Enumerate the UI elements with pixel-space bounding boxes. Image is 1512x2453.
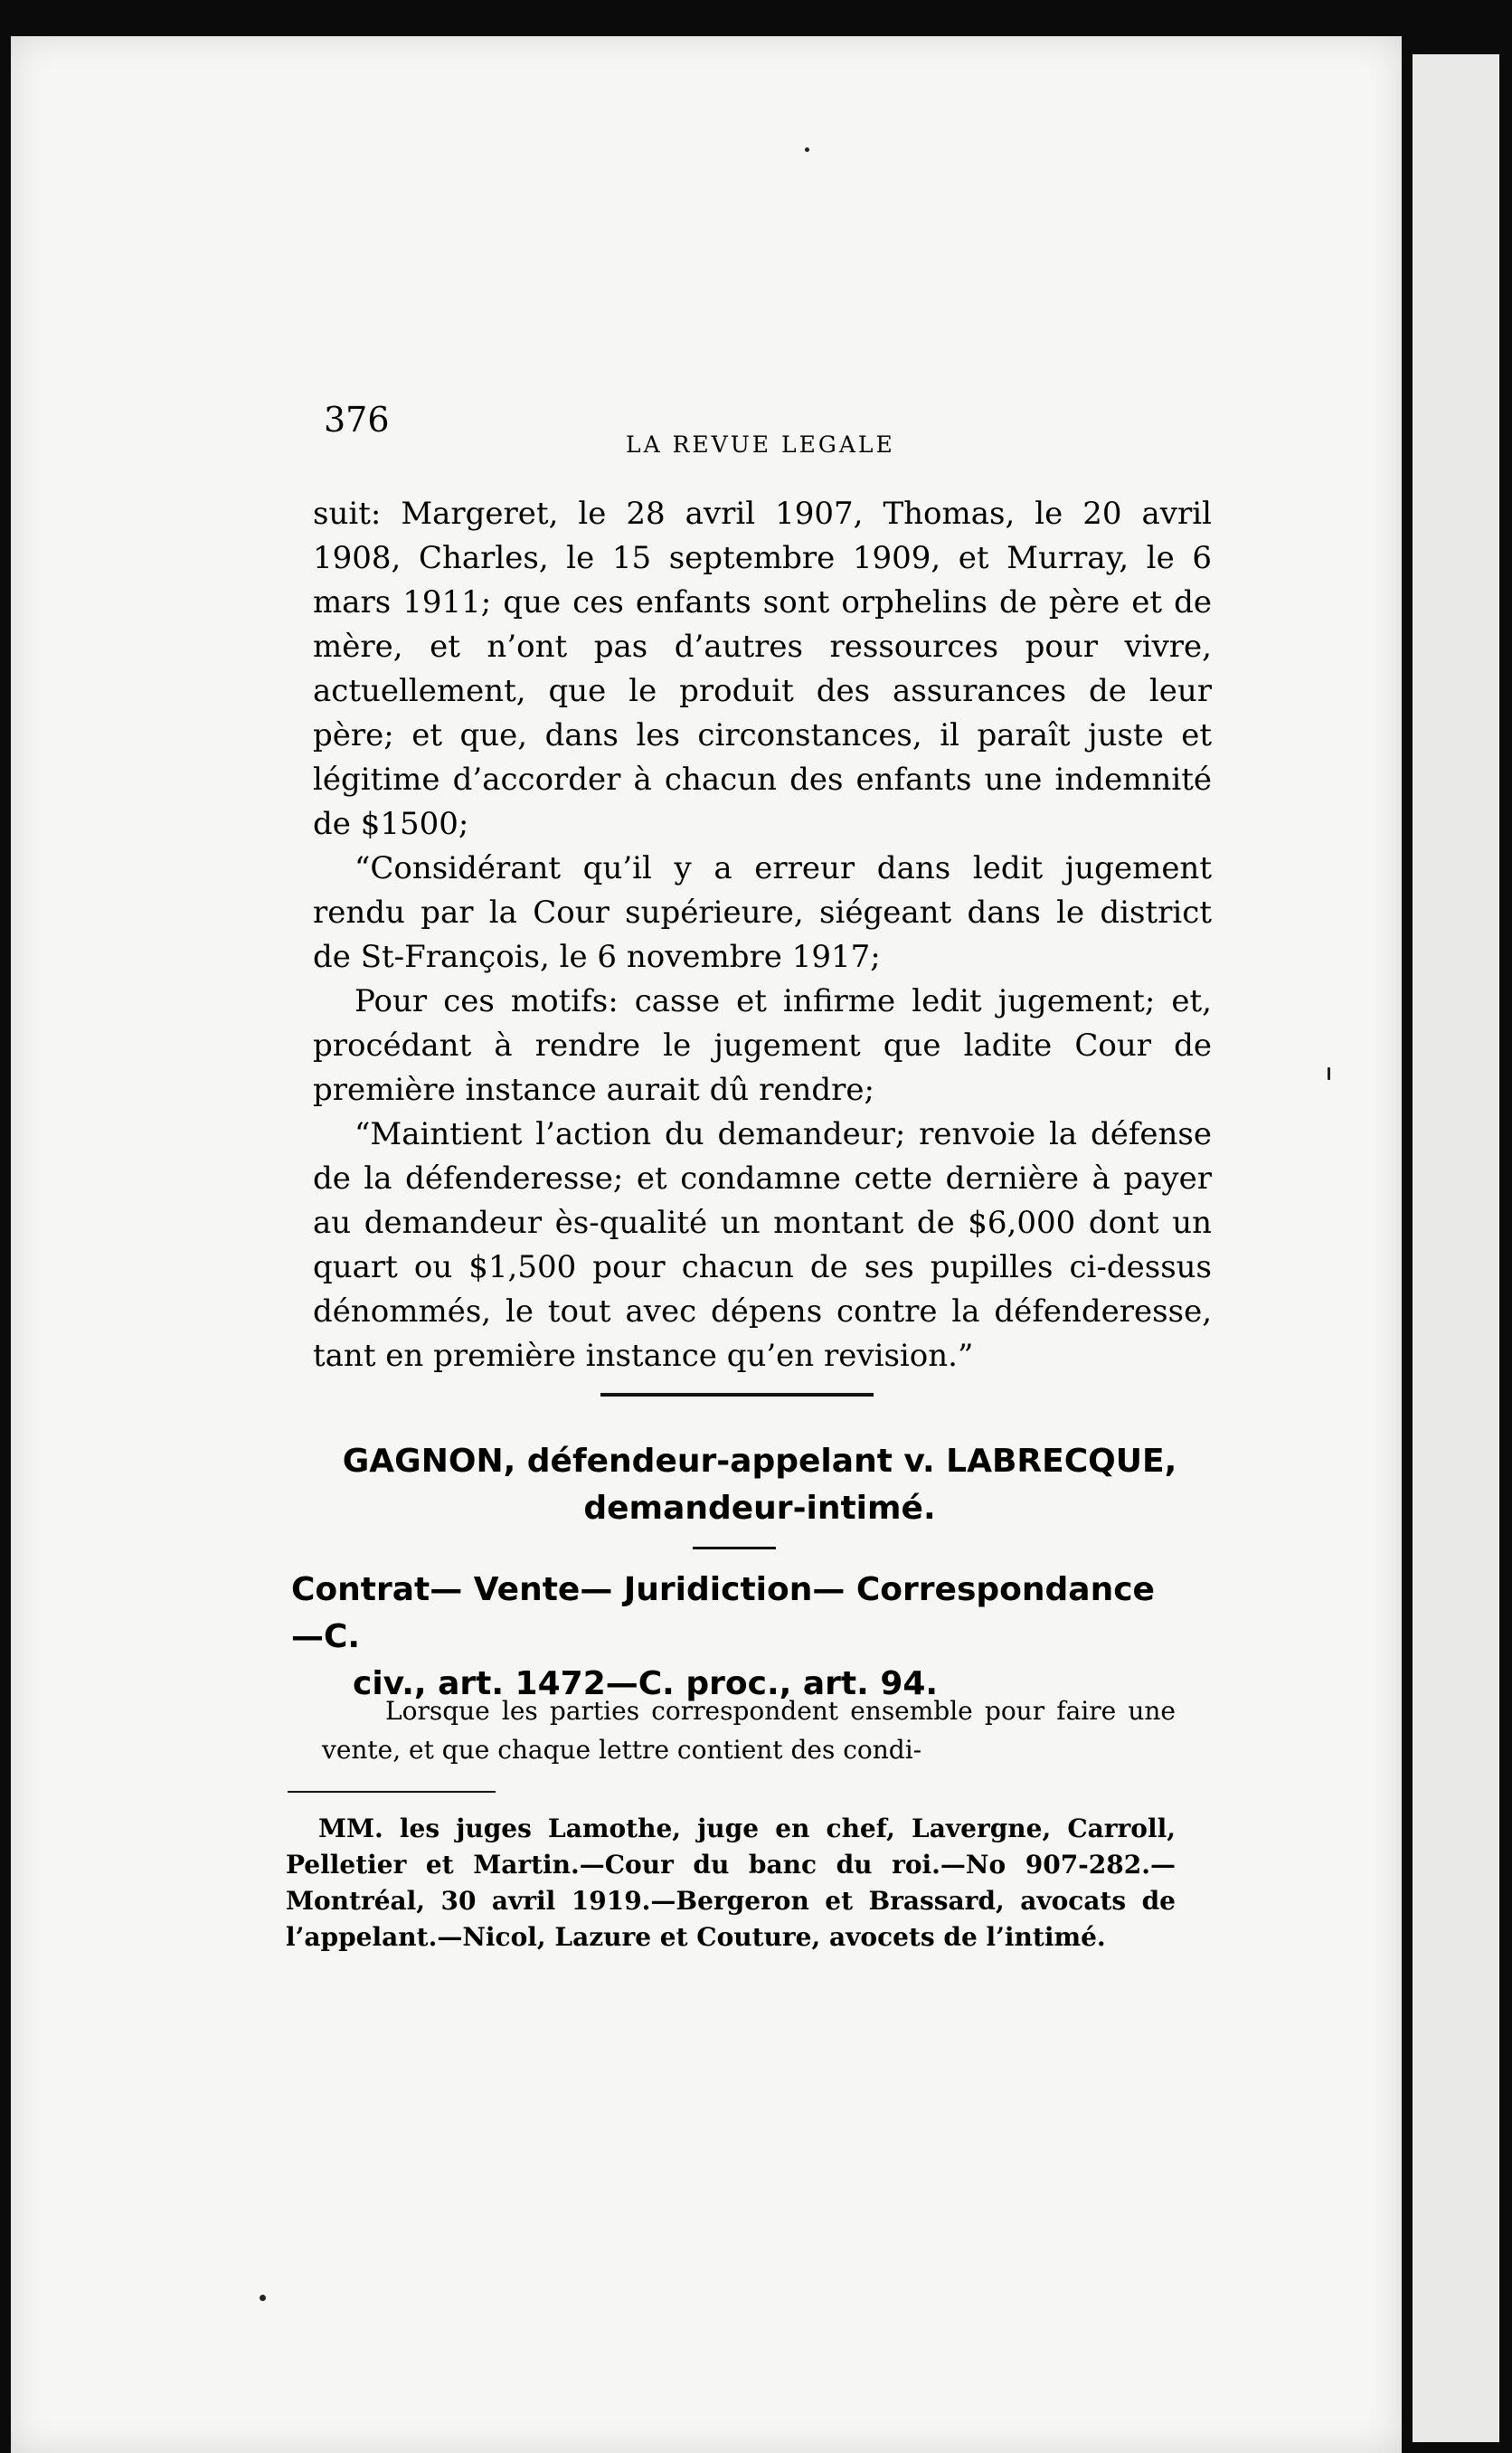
paragraph-3: Pour ces motifs: casse et infirme ledit jugement; et, procédant à rendre le jugement que ladite Cour de première instance aurait dû rendre;	[313, 983, 1212, 1108]
adjacent-page-edge	[1413, 54, 1499, 2442]
case-title	[317, 1438, 1203, 1532]
keywords-line-1: Contrat— Vente— Juridiction— Correspondance—C.	[291, 1571, 1155, 1655]
footnote-rule	[288, 1791, 496, 1793]
paragraph-4: “Maintient l’action du demandeur; renvoie la défense de la défenderesse; et condamne cette dernière à payer au demandeur ès-qualité un montant de $6,000 dont un quart ou $1,500 pour chacun de ses pupilles ci-dessus dénommés, le tout avec dépens contre la défenderesse, tant en première instance qu’en revision.”	[313, 1116, 1212, 1374]
paragraph-1: suit: Margeret, le 28 avril 1907, Thomas, le 20 avril 1908, Charles, le 15 septembre 1909, et Murray, le 6 mars 1911; que ces enfants sont orphelins de père et de mère, et n’ont pas d’autres ressources pour vivre, actuellement, que le produit des assurances de leur père; et que, dans les circonstances, il paraît juste et légitime d’accorder à chacun des enfants une indemnité de $1500;	[313, 496, 1212, 842]
short-divider	[693, 1547, 776, 1549]
paragraph-2: “Considérant qu’il y a erreur dans ledit jugement rendu par la Cour supérieure, siégeant dans le district de St-François, le 6 novembre 1917;	[313, 850, 1212, 975]
headnote: Lorsque les parties correspondent ensemble pour faire une vente, et que chaque lettre contient des condi-	[322, 1696, 1176, 1765]
case-title-line-2: demandeur-intimé.	[583, 1490, 936, 1527]
page-number: 376	[324, 400, 390, 440]
running-header: LA REVUE LEGALE	[626, 431, 895, 458]
case-title-line-1: GAGNON, défendeur-appelant v. LABRECQUE,	[342, 1443, 1177, 1480]
scan-speck	[1328, 1067, 1330, 1080]
footnote	[286, 1811, 1176, 1956]
body-text	[313, 492, 1212, 1378]
section-divider	[600, 1393, 874, 1397]
subject-keywords	[291, 1567, 1177, 1708]
scan-speck	[260, 2295, 266, 2301]
footnote-text: MM. les juges Lamothe, juge en chef, Lavergne, Carroll, Pelletier et Martin.—Cour du banc du roi.—No 907-282.—Montréal, 30 avril 1919.—Bergeron et Brassard, avocats de l’appelant.—Nicol, Lazure et Couture, avocets de l’intimé.	[286, 1814, 1176, 1952]
keywords-line-2: civ., art. 1472—C. proc., art. 94.	[353, 1665, 939, 1702]
scan-speck	[805, 147, 809, 152]
